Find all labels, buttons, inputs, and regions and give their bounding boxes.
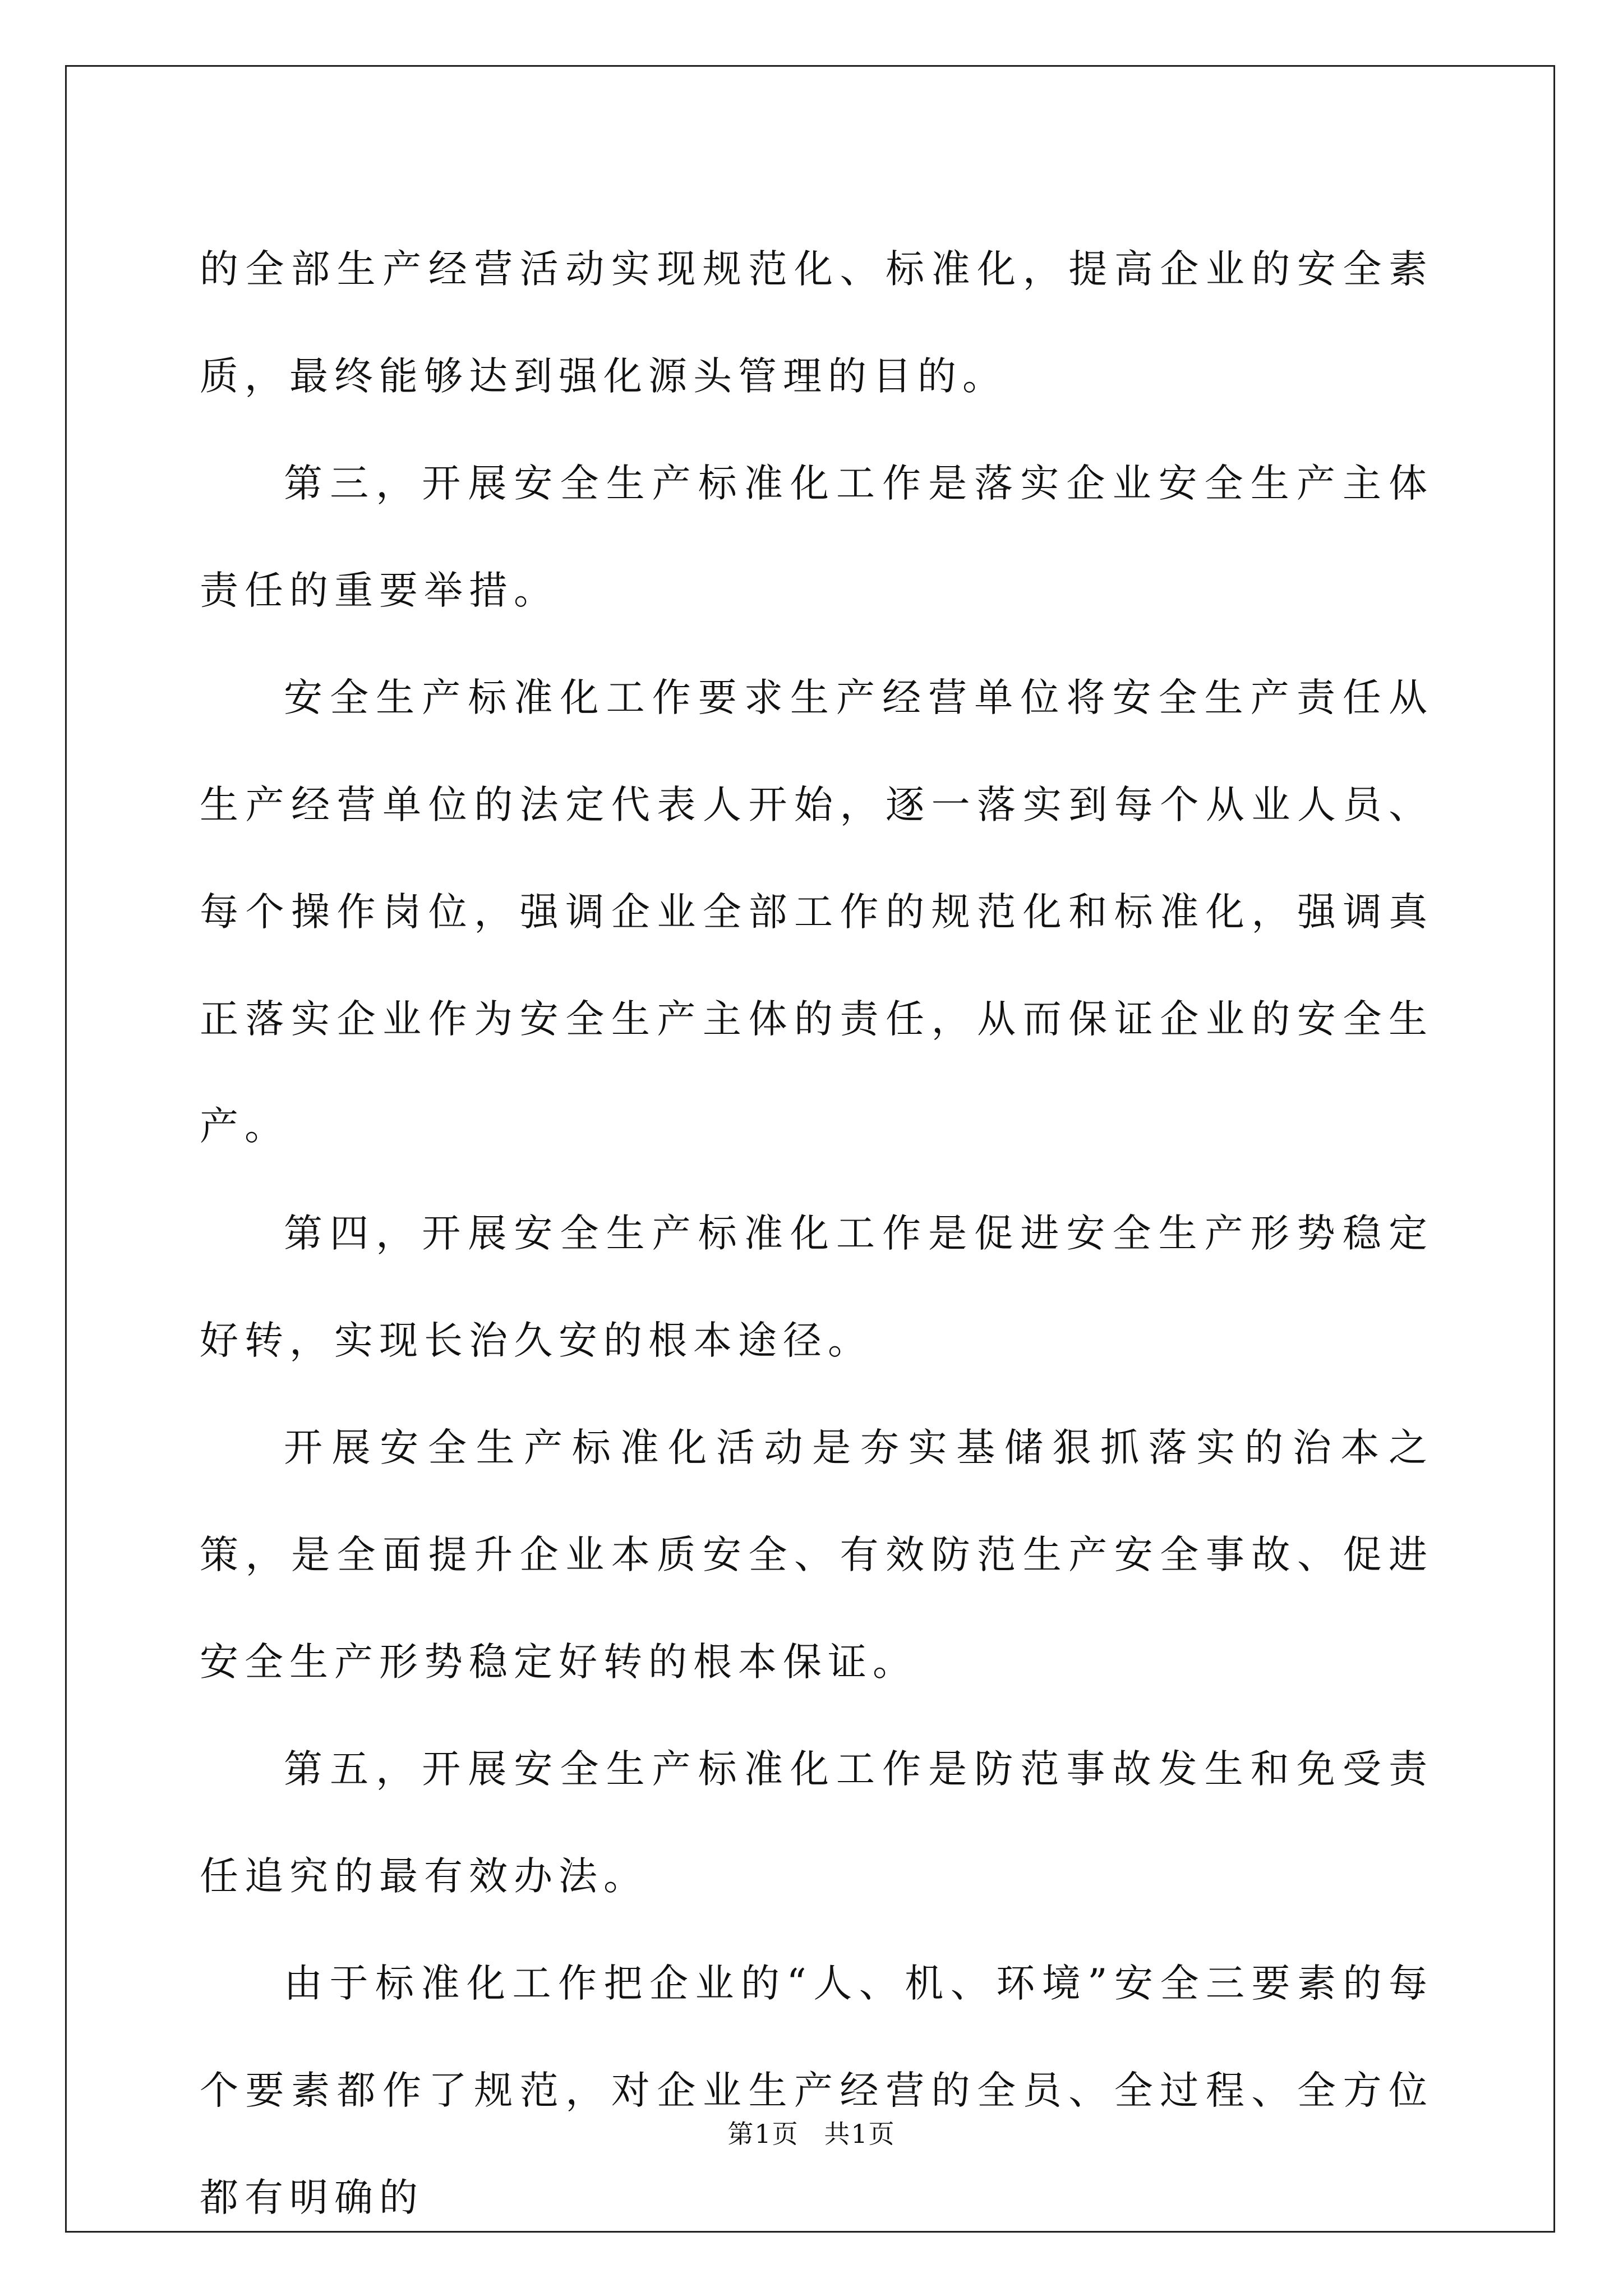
paragraph-5: 开展安全生产标准化活动是夯实基储狠抓落实的治本之策，是全面提升企业本质安全、有效防范生产安全事故、促进安全生产形势稳定好转的根本保证。: [200, 1425, 1433, 1685]
page-number: 第1页: [727, 2119, 799, 2149]
page-total: 共1页: [824, 2119, 896, 2149]
paragraph-2: 第三，开展安全生产标准化工作是落实企业安全生产主体责任的重要举措。: [200, 461, 1433, 613]
paragraph-3: 安全生产标准化工作要求生产经营单位将安全生产责任从生产经营单位的法定代表人开始，逐一落实到每个从业人员、每个操作岗位，强调企业全部工作的规范化和标准化，强调真正落实企业作为安全生产主体的责任，从而保证企业的安全生产。: [200, 675, 1433, 1149]
paragraph-4: 第四，开展安全生产标准化工作是促进安全生产形势稳定好转，实现长治久安的根本途径。: [200, 1211, 1433, 1363]
paragraph-6: 第五，开展安全生产标准化工作是防范事故发生和免受责任追究的最有效办法。: [200, 1747, 1433, 1899]
paragraph-1: 的全部生产经营活动实现规范化、标准化，提高企业的安全素质，最终能够达到强化源头管理的目的。: [200, 247, 1433, 399]
document-body: [200, 216, 1433, 2252]
page-footer: [0, 2114, 1623, 2151]
paragraph-7: 由于标准化工作把企业的“人、机、环境”安全三要素的每个要素都作了规范，对企业生产经营的全员、全过程、全方位都有明确的: [200, 1961, 1433, 2220]
